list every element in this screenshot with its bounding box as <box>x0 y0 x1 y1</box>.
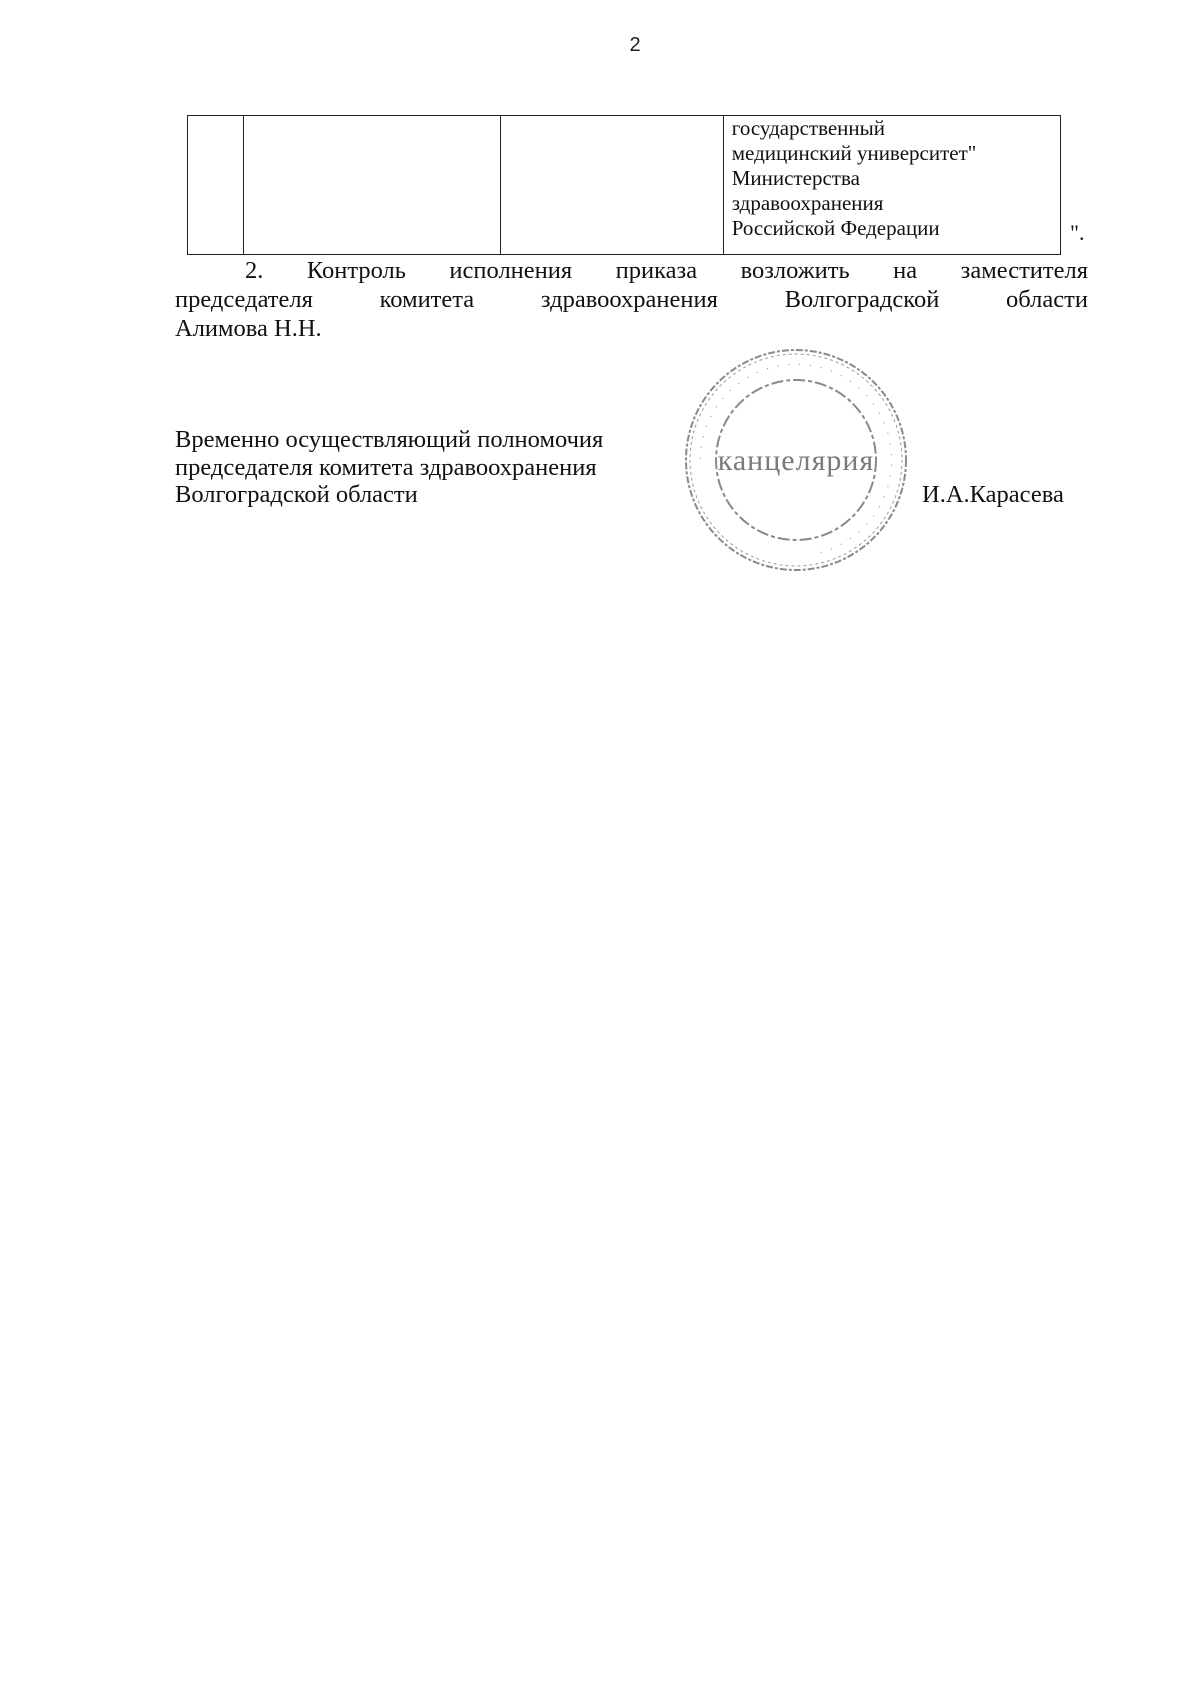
word: исполнения <box>449 257 573 284</box>
table-cell-number <box>188 116 244 255</box>
word: здравоохранения <box>540 286 718 313</box>
stamp-center-text: канцелярия <box>717 444 875 477</box>
signer-name: И.А.Карасева <box>922 481 1064 508</box>
cell-line: Российской Федерации <box>731 216 940 240</box>
signature-position <box>175 426 603 509</box>
word: заместителя <box>960 257 1088 284</box>
closing-quote: ". <box>1070 220 1085 245</box>
word: возложить <box>740 257 850 284</box>
office-stamp <box>680 344 912 576</box>
position-line: председателя комитета здравоохранения <box>175 453 597 481</box>
cell-line: здравоохранения <box>731 191 884 215</box>
cell-line: медицинский университет" <box>731 141 977 165</box>
word: Алимова Н.Н. <box>175 315 322 342</box>
word: области <box>1006 286 1088 313</box>
table-cell-empty-1 <box>243 116 501 255</box>
paragraph-line-2 <box>175 285 1088 314</box>
word: на <box>893 257 918 284</box>
word: 2. <box>245 257 264 284</box>
stamp-ring-text: · · · · · · · · · · · · · · · · · · · · · · · · · · · · · · · · · · · · · · · · <box>694 358 898 559</box>
table-cell-organization <box>723 116 1060 255</box>
control-paragraph <box>175 256 1088 343</box>
cell-line: государственный <box>731 116 886 140</box>
cell-line: Министерства <box>731 166 860 190</box>
word: Волгоградской <box>784 286 940 313</box>
table-row <box>188 116 1061 255</box>
word: приказа <box>615 257 698 284</box>
paragraph-line-1 <box>175 256 1088 285</box>
page-number: 2 <box>629 34 641 56</box>
word: председателя <box>175 286 313 313</box>
continuation-table <box>187 115 1061 255</box>
position-line: Временно осуществляющий полномочия <box>175 426 604 453</box>
paragraph-line-3 <box>175 314 1088 343</box>
word: комитета <box>379 286 475 313</box>
table-cell-empty-2 <box>501 116 723 255</box>
position-line: Волгоградской области <box>175 481 418 508</box>
word: Контроль <box>306 257 406 284</box>
